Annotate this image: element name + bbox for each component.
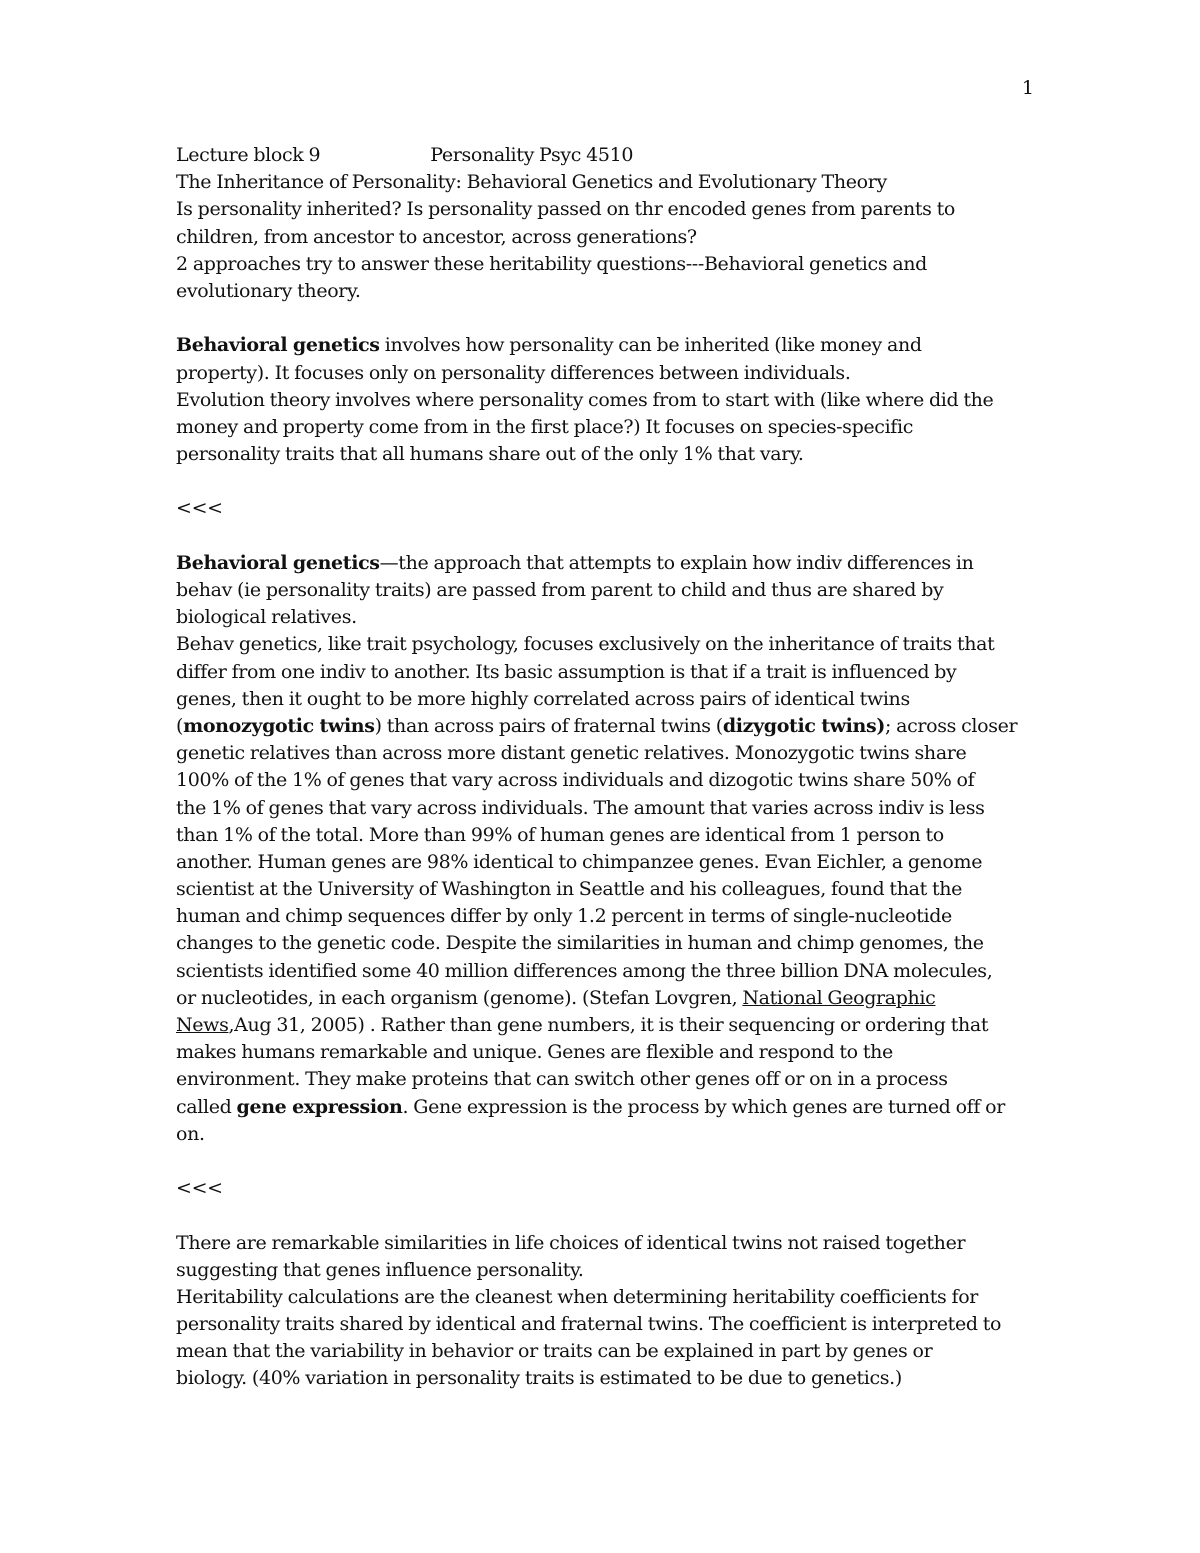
- paragraph-line: property). It focuses only on personality differences between individuals.: [176, 361, 851, 384]
- section-separator: <<<: [176, 1177, 223, 1200]
- paragraph-gap: [176, 523, 1036, 550]
- citation-source: National Geographic: [742, 986, 936, 1009]
- paragraph-line: [176, 713, 1036, 740]
- paragraph-line: suggesting that genes influence personality.: [176, 1258, 584, 1281]
- paragraph-line: human and chimp sequences differ by only 1.2 percent in terms of single-nucleotide: [176, 905, 952, 928]
- paragraph-line: another. Human genes are 98% identical to chimpanzee genes. Evan Eichler, a genome: [176, 850, 983, 873]
- paragraph-line: [176, 550, 1036, 577]
- paragraph-text: ,Aug 31, 2005) . Rather than gene numbers, it is their sequencing or ordering that: [228, 1014, 989, 1036]
- lecture-block-label: Lecture block 9: [176, 144, 321, 166]
- intro-line: children, from ancestor to ancestor, across generations?: [176, 225, 697, 248]
- document-body: [176, 142, 1036, 1393]
- paragraph-text: called: [176, 1095, 237, 1118]
- paragraph-line: biology. (40% variation in personality traits is estimated to be due to genetics.): [176, 1367, 902, 1390]
- paragraph-line: Behav genetics, like trait psychology, focuses exclusively on the inheritance of traits that: [176, 633, 995, 656]
- paragraph-gap: [176, 305, 1036, 332]
- paragraph-line: mean that the variability in behavior or traits can be explained in part by genes or: [176, 1340, 933, 1363]
- paragraph-line: [176, 1094, 1036, 1121]
- document-title: The Inheritance of Personality: Behavioral Genetics and Evolutionary Theory: [176, 171, 887, 194]
- paragraph-text: (: [176, 714, 184, 737]
- paragraph-line: Evolution theory involves where personality comes from to start with (like where did the: [176, 388, 994, 411]
- paragraph-line: There are remarkable similarities in life choices of identical twins not raised together: [176, 1231, 966, 1254]
- paragraph-text: . Gene expression is the process by which genes are turned off or: [402, 1095, 1005, 1118]
- paragraph-text: ) than across pairs of fraternal twins (: [374, 714, 723, 737]
- paragraph-gap: [176, 468, 1036, 495]
- paragraph-line: [176, 1012, 1036, 1039]
- paragraph-line: scientists identified some 40 million differences among the three billion DNA molecules,: [176, 959, 993, 982]
- paragraph-text: ; across closer: [884, 714, 1018, 737]
- bold-term: gene expression: [236, 1095, 403, 1118]
- intro-line: Is personality inherited? Is personality passed on thr encoded genes from parents to: [176, 198, 955, 221]
- paragraph-line: genetic relatives than across more distant genetic relatives. Monozygotic twins share: [176, 742, 967, 765]
- paragraph-text: —the approach that attempts to explain how indiv differences in: [379, 551, 974, 574]
- bold-term: Behavioral genetics: [176, 334, 380, 357]
- paragraph-line: 100% of the 1% of genes that vary across individuals and dizogotic twins share 50% of: [176, 769, 975, 792]
- bold-term: dizygotic twins): [722, 714, 885, 737]
- citation-source: News: [176, 1014, 229, 1036]
- paragraph-gap: [176, 1148, 1036, 1175]
- paragraph-line: on.: [176, 1122, 205, 1145]
- paragraph-line: [176, 985, 1036, 1012]
- paragraph-text: or nucleotides, in each organism (genome). (Stefan Lovgren,: [176, 986, 743, 1009]
- paragraph-line: personality traits shared by identical and fraternal twins. The coefficient is interpreted to: [176, 1313, 1002, 1336]
- paragraph-line: differ from one indiv to another. Its basic assumption is that if a trait is influenced by: [176, 660, 957, 683]
- paragraph-line: biological relatives.: [176, 606, 357, 629]
- paragraph-line: money and property come from in the first place?) It focuses on species-specific: [176, 415, 914, 438]
- paragraph-line: genes, then it ought to be more highly correlated across pairs of identical twins: [176, 687, 910, 710]
- paragraph-line: than 1% of the total. More than 99% of human genes are identical from 1 person to: [176, 823, 944, 846]
- intro-line: evolutionary theory.: [176, 279, 361, 302]
- bold-term: monozygotic twins: [183, 714, 375, 737]
- course-label: Personality Psyc 4510: [430, 144, 634, 166]
- paragraph-line: Heritability calculations are the cleanest when determining heritability coefficients for: [176, 1285, 979, 1308]
- page-number: 1: [1021, 77, 1034, 99]
- paragraph-line: scientist at the University of Washington in Seattle and his colleagues, found that the: [176, 878, 963, 901]
- paragraph-line: makes humans remarkable and unique. Genes are flexible and respond to the: [176, 1041, 893, 1064]
- paragraph-line: [176, 332, 1036, 359]
- lecture-header: [176, 142, 1036, 169]
- paragraph-line: personality traits that all humans share out of the only 1% that vary.: [176, 443, 804, 466]
- paragraph-line: behav (ie personality traits) are passed from parent to child and thus are shared by: [176, 579, 944, 601]
- paragraph-line: environment. They make proteins that can switch other genes off or on in a process: [176, 1068, 948, 1091]
- paragraph-gap: [176, 1202, 1036, 1229]
- bold-term: Behavioral genetics: [176, 551, 380, 574]
- paragraph-line: the 1% of genes that vary across individuals. The amount that varies across indiv is less: [176, 796, 985, 819]
- paragraph-text: involves how personality can be inherited (like money and: [379, 334, 922, 357]
- paragraph-line: changes to the genetic code. Despite the similarities in human and chimp genomes, the: [176, 932, 984, 955]
- intro-line: 2 approaches try to answer these heritability questions---Behavioral genetics and: [176, 252, 927, 275]
- section-separator: <<<: [176, 497, 223, 520]
